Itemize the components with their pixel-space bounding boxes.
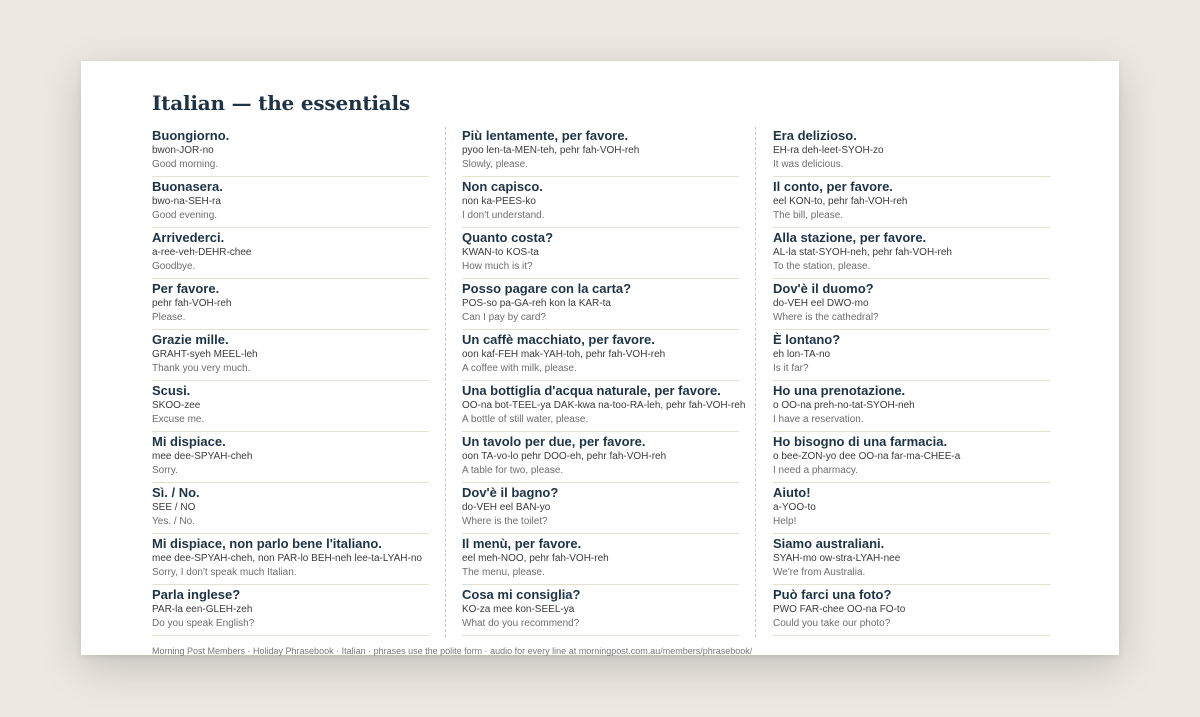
phrase-entry <box>462 280 739 330</box>
pronunciation: eel KON-to, pehr fah-VOH-reh <box>773 196 908 207</box>
phrase-entry <box>773 331 1050 381</box>
english-translation: Is it far? <box>773 363 809 374</box>
pronunciation: pyoo len-ta-MEN-teh, pehr fah-VOH-reh <box>462 145 640 156</box>
italian-phrase: Il menù, per favore. <box>462 536 582 551</box>
column-divider <box>755 127 756 637</box>
italian-phrase: Mi dispiace, non parlo bene l'italiano. <box>152 536 382 551</box>
pronunciation: oon kaf-FEH mak-YAH-toh, pehr fah-VOH-reh <box>462 349 666 360</box>
italian-phrase: Dov'è il duomo? <box>773 281 874 296</box>
pronunciation: PWO FAR-chee OO-na FO-to <box>773 604 906 615</box>
italian-phrase: Mi dispiace. <box>152 434 226 449</box>
phrase-entry <box>773 178 1050 228</box>
phrase-entry <box>773 127 1050 177</box>
pronunciation: SKOO-zee <box>152 400 201 411</box>
italian-phrase: Può farci una foto? <box>773 587 892 602</box>
italian-phrase: Una bottiglia d'acqua naturale, per favore. <box>462 383 721 398</box>
phrase-entry <box>152 586 429 636</box>
english-translation: To the station, please. <box>773 261 871 272</box>
pronunciation: a-YOO-to <box>773 502 816 513</box>
english-translation: Excuse me. <box>152 414 205 425</box>
phrase-entry <box>152 178 429 228</box>
phrase-entry <box>152 280 429 330</box>
phrase-column-2 <box>462 127 746 637</box>
footer-note: Morning Post Members · Holiday Phrasebook · Italian · phrases use the polite form · audio for every line at morningpost.com.au/members/phrasebook/ <box>152 646 753 656</box>
column-divider <box>445 127 446 637</box>
phrase-entry <box>773 535 1050 585</box>
italian-phrase: Ho una prenotazione. <box>773 383 906 398</box>
english-translation: It was delicious. <box>773 159 844 170</box>
italian-phrase: Non capisco. <box>462 179 543 194</box>
english-translation: I need a pharmacy. <box>773 465 858 476</box>
pronunciation: o bee-ZON-yo dee OO-na far-ma-CHEE-a <box>773 451 961 462</box>
phrase-entry <box>152 535 429 585</box>
english-translation: Thank you very much. <box>152 363 251 374</box>
english-translation: Slowly, please. <box>462 159 528 170</box>
phrase-entry <box>462 535 739 585</box>
pronunciation: pehr fah-VOH-reh <box>152 298 232 309</box>
phrase-entry <box>152 484 429 534</box>
english-translation: A table for two, please. <box>462 465 564 476</box>
english-translation: Where is the cathedral? <box>773 312 879 323</box>
italian-phrase: È lontano? <box>773 332 841 347</box>
english-translation: I have a reservation. <box>773 414 864 425</box>
phrase-column-1 <box>152 127 429 637</box>
italian-phrase: Siamo australiani. <box>773 536 885 551</box>
italian-phrase: Un tavolo per due, per favore. <box>462 434 646 449</box>
pronunciation: bwo-na-SEH-ra <box>152 196 221 207</box>
italian-phrase: Buonasera. <box>152 179 223 194</box>
english-translation: Sorry. <box>152 465 178 476</box>
english-translation: I don't understand. <box>462 210 545 221</box>
italian-phrase: Cosa mi consiglia? <box>462 587 581 602</box>
italian-phrase: Arrivederci. <box>152 230 225 245</box>
english-translation: A bottle of still water, please. <box>462 414 589 425</box>
phrase-entry <box>462 586 739 636</box>
phrase-entry <box>152 127 429 177</box>
english-translation: A coffee with milk, please. <box>462 363 577 374</box>
pronunciation: eh lon-TA-no <box>773 349 831 360</box>
italian-phrase: Aiuto! <box>773 485 811 500</box>
phrase-entry <box>773 382 1050 432</box>
english-translation: Please. <box>152 312 186 323</box>
italian-phrase: Posso pagare con la carta? <box>462 281 632 296</box>
page-title: Italian — the essentials <box>152 91 411 115</box>
english-translation: Do you speak English? <box>152 618 255 629</box>
english-translation: Goodbye. <box>152 261 196 272</box>
pronunciation: eel meh-NOO, pehr fah-VOH-reh <box>462 553 609 564</box>
pronunciation: POS-so pa-GA-reh kon la KAR-ta <box>462 298 611 309</box>
pronunciation: o OO-na preh-no-tat-SYOH-neh <box>773 400 915 411</box>
italian-phrase: Dov'è il bagno? <box>462 485 559 500</box>
italian-phrase: Per favore. <box>152 281 220 296</box>
pronunciation: PAR-la een-GLEH-zeh <box>152 604 253 615</box>
pronunciation: EH-ra deh-leet-SYOH-zo <box>773 145 884 156</box>
italian-phrase: Alla stazione, per favore. <box>773 230 927 245</box>
english-translation: Sorry, I don't speak much Italian. <box>152 567 297 578</box>
pronunciation: OO-na bot-TEEL-ya DAK-kwa na-too-RA-leh, pehr fah-VOH-reh <box>462 400 746 411</box>
phrase-entry <box>152 433 429 483</box>
italian-phrase: Buongiorno. <box>152 128 230 143</box>
english-translation: The menu, please. <box>462 567 545 578</box>
pronunciation: non ka-PEES-ko <box>462 196 536 207</box>
phrase-entry <box>773 280 1050 330</box>
english-translation: Can I pay by card? <box>462 312 546 323</box>
english-translation: Good morning. <box>152 159 219 170</box>
pronunciation: oon TA-vo-lo pehr DOO-eh, pehr fah-VOH-reh <box>462 451 667 462</box>
phrase-entry <box>462 127 739 177</box>
english-translation: Could you take our photo? <box>773 618 891 629</box>
pronunciation: bwon-JOR-no <box>152 145 214 156</box>
pronunciation: SEE / NO <box>152 502 196 513</box>
italian-phrase: Il conto, per favore. <box>773 179 893 194</box>
phrase-entry <box>462 178 739 228</box>
italian-phrase: Più lentamente, per favore. <box>462 128 629 143</box>
italian-phrase: Grazie mille. <box>152 332 229 347</box>
italian-phrase: Era delizioso. <box>773 128 857 143</box>
english-translation: We're from Australia. <box>773 567 866 578</box>
phrase-entry <box>773 484 1050 534</box>
phrase-entry <box>462 484 739 534</box>
pronunciation: mee dee-SPYAH-cheh <box>152 451 253 462</box>
english-translation: Help! <box>773 516 797 527</box>
pronunciation: do-VEH eel DWO-mo <box>773 298 869 309</box>
pronunciation: mee dee-SPYAH-cheh, non PAR-lo BEH-neh lee-ta-LYAH-no <box>152 553 422 564</box>
pronunciation: KO-za mee kon-SEEL-ya <box>462 604 575 615</box>
pronunciation: AL-la stat-SYOH-neh, pehr fah-VOH-reh <box>773 247 952 258</box>
italian-phrase: Ho bisogno di una farmacia. <box>773 434 948 449</box>
pronunciation: a-ree-veh-DEHR-chee <box>152 247 252 258</box>
phrase-entry <box>773 433 1050 483</box>
italian-phrase: Un caffè macchiato, per favore. <box>462 332 655 347</box>
english-translation: Where is the toilet? <box>462 516 548 527</box>
phrase-entry <box>462 229 739 279</box>
italian-phrase: Parla inglese? <box>152 587 241 602</box>
english-translation: Good evening. <box>152 210 218 221</box>
italian-phrase: Sì. / No. <box>152 485 200 500</box>
phrase-column-3 <box>773 127 1050 637</box>
phrase-entry <box>462 382 746 432</box>
english-translation: What do you recommend? <box>462 618 580 629</box>
phrasebook-card <box>81 61 1119 655</box>
english-translation: The bill, please. <box>773 210 844 221</box>
phrase-entry <box>773 586 1050 636</box>
pronunciation: do-VEH eel BAN-yo <box>462 502 551 513</box>
phrase-entry <box>152 382 429 432</box>
italian-phrase: Quanto costa? <box>462 230 554 245</box>
phrase-entry <box>462 433 739 483</box>
pronunciation: GRAHT-syeh MEEL-leh <box>152 349 258 360</box>
english-translation: Yes. / No. <box>152 516 195 527</box>
phrase-entry <box>152 331 429 381</box>
pronunciation: KWAN-to KOS-ta <box>462 247 539 258</box>
english-translation: How much is it? <box>462 261 533 272</box>
pronunciation: SYAH-mo ow-stra-LYAH-nee <box>773 553 901 564</box>
italian-phrase: Scusi. <box>152 383 191 398</box>
phrase-entry <box>773 229 1050 279</box>
phrase-entry <box>462 331 739 381</box>
phrase-entry <box>152 229 429 279</box>
